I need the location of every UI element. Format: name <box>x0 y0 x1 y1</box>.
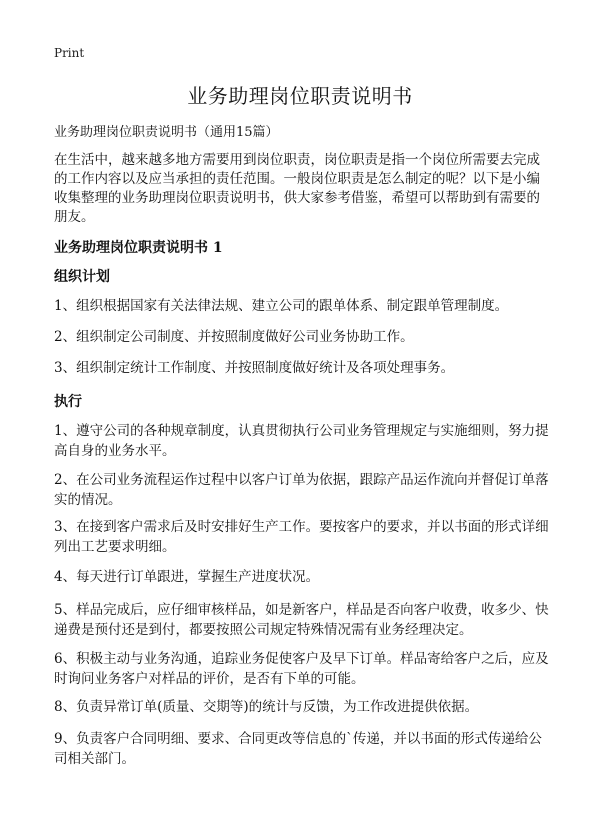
list-item: 3、在接到客户需求后及时安排好生产工作。要按客户的要求，并以书面的形式详细列出工艺要求明细。 <box>54 519 549 555</box>
list-item: 5、样品完成后，应仔细审核样品，如是新客户，样品是否向客户收费，收多少、快递费是预付还是到付，都要按照公司规定特殊情况需有业务经理决定。 <box>54 602 549 638</box>
list-item: 6、积极主动与业务沟通，追踪业务促使客户及早下订单。样品寄给客户之后，应及时询问业务客户对样品的评价，是否有下单的可能。 <box>54 651 549 687</box>
section-heading-execute: 执行 <box>54 394 82 410</box>
list-item: 8、负责异常订单(质量、交期等)的统计与反馈，为工作改进提供依据。 <box>54 699 479 715</box>
document-heading: 业务助理岗位职责说明书 1 <box>54 240 223 256</box>
list-item: 2、在公司业务流程运作过程中以客户订单为依据，跟踪产品运作流向并督促订单落实的情况。 <box>54 472 549 508</box>
document-subtitle: 业务助理岗位职责说明书（通用15篇） <box>54 125 279 140</box>
list-item: 9、负责客户合同明细、要求、合同更改等信息的`传递，并以书面的形式传递给公司相关部门。 <box>54 731 542 767</box>
intro-paragraph: 在生活中，越来越多地方需要用到岗位职责，岗位职责是指一个岗位所需要去完成的工作内容以及应当承担的责任范围。一般岗位职责是怎么制定的呢？以下是小编收集整理的业务助理岗位职责说明书，供大家参考借鉴，希望可以帮助到有需要的朋友。 <box>54 152 540 225</box>
section-heading-plan: 组织计划 <box>54 269 110 285</box>
list-item: 1、组织根据国家有关法律法规、建立公司的跟单体系、制定跟单管理制度。 <box>54 298 509 314</box>
list-item: 1、遵守公司的各种规章制度，认真贯彻执行公司业务管理规定与实施细则，努力提高自身的业务水平。 <box>54 423 549 459</box>
print-link[interactable]: Print <box>54 46 85 60</box>
list-item: 3、组织制定统计工作制度、并按照制度做好统计及各项处理事务。 <box>54 360 455 376</box>
page-title: 业务助理岗位职责说明书 <box>187 84 413 108</box>
list-item: 4、每天进行订单跟进，掌握生产进度状况。 <box>54 569 320 585</box>
list-item: 2、组织制定公司制度、并按照制度做好公司业务协助工作。 <box>54 329 414 345</box>
